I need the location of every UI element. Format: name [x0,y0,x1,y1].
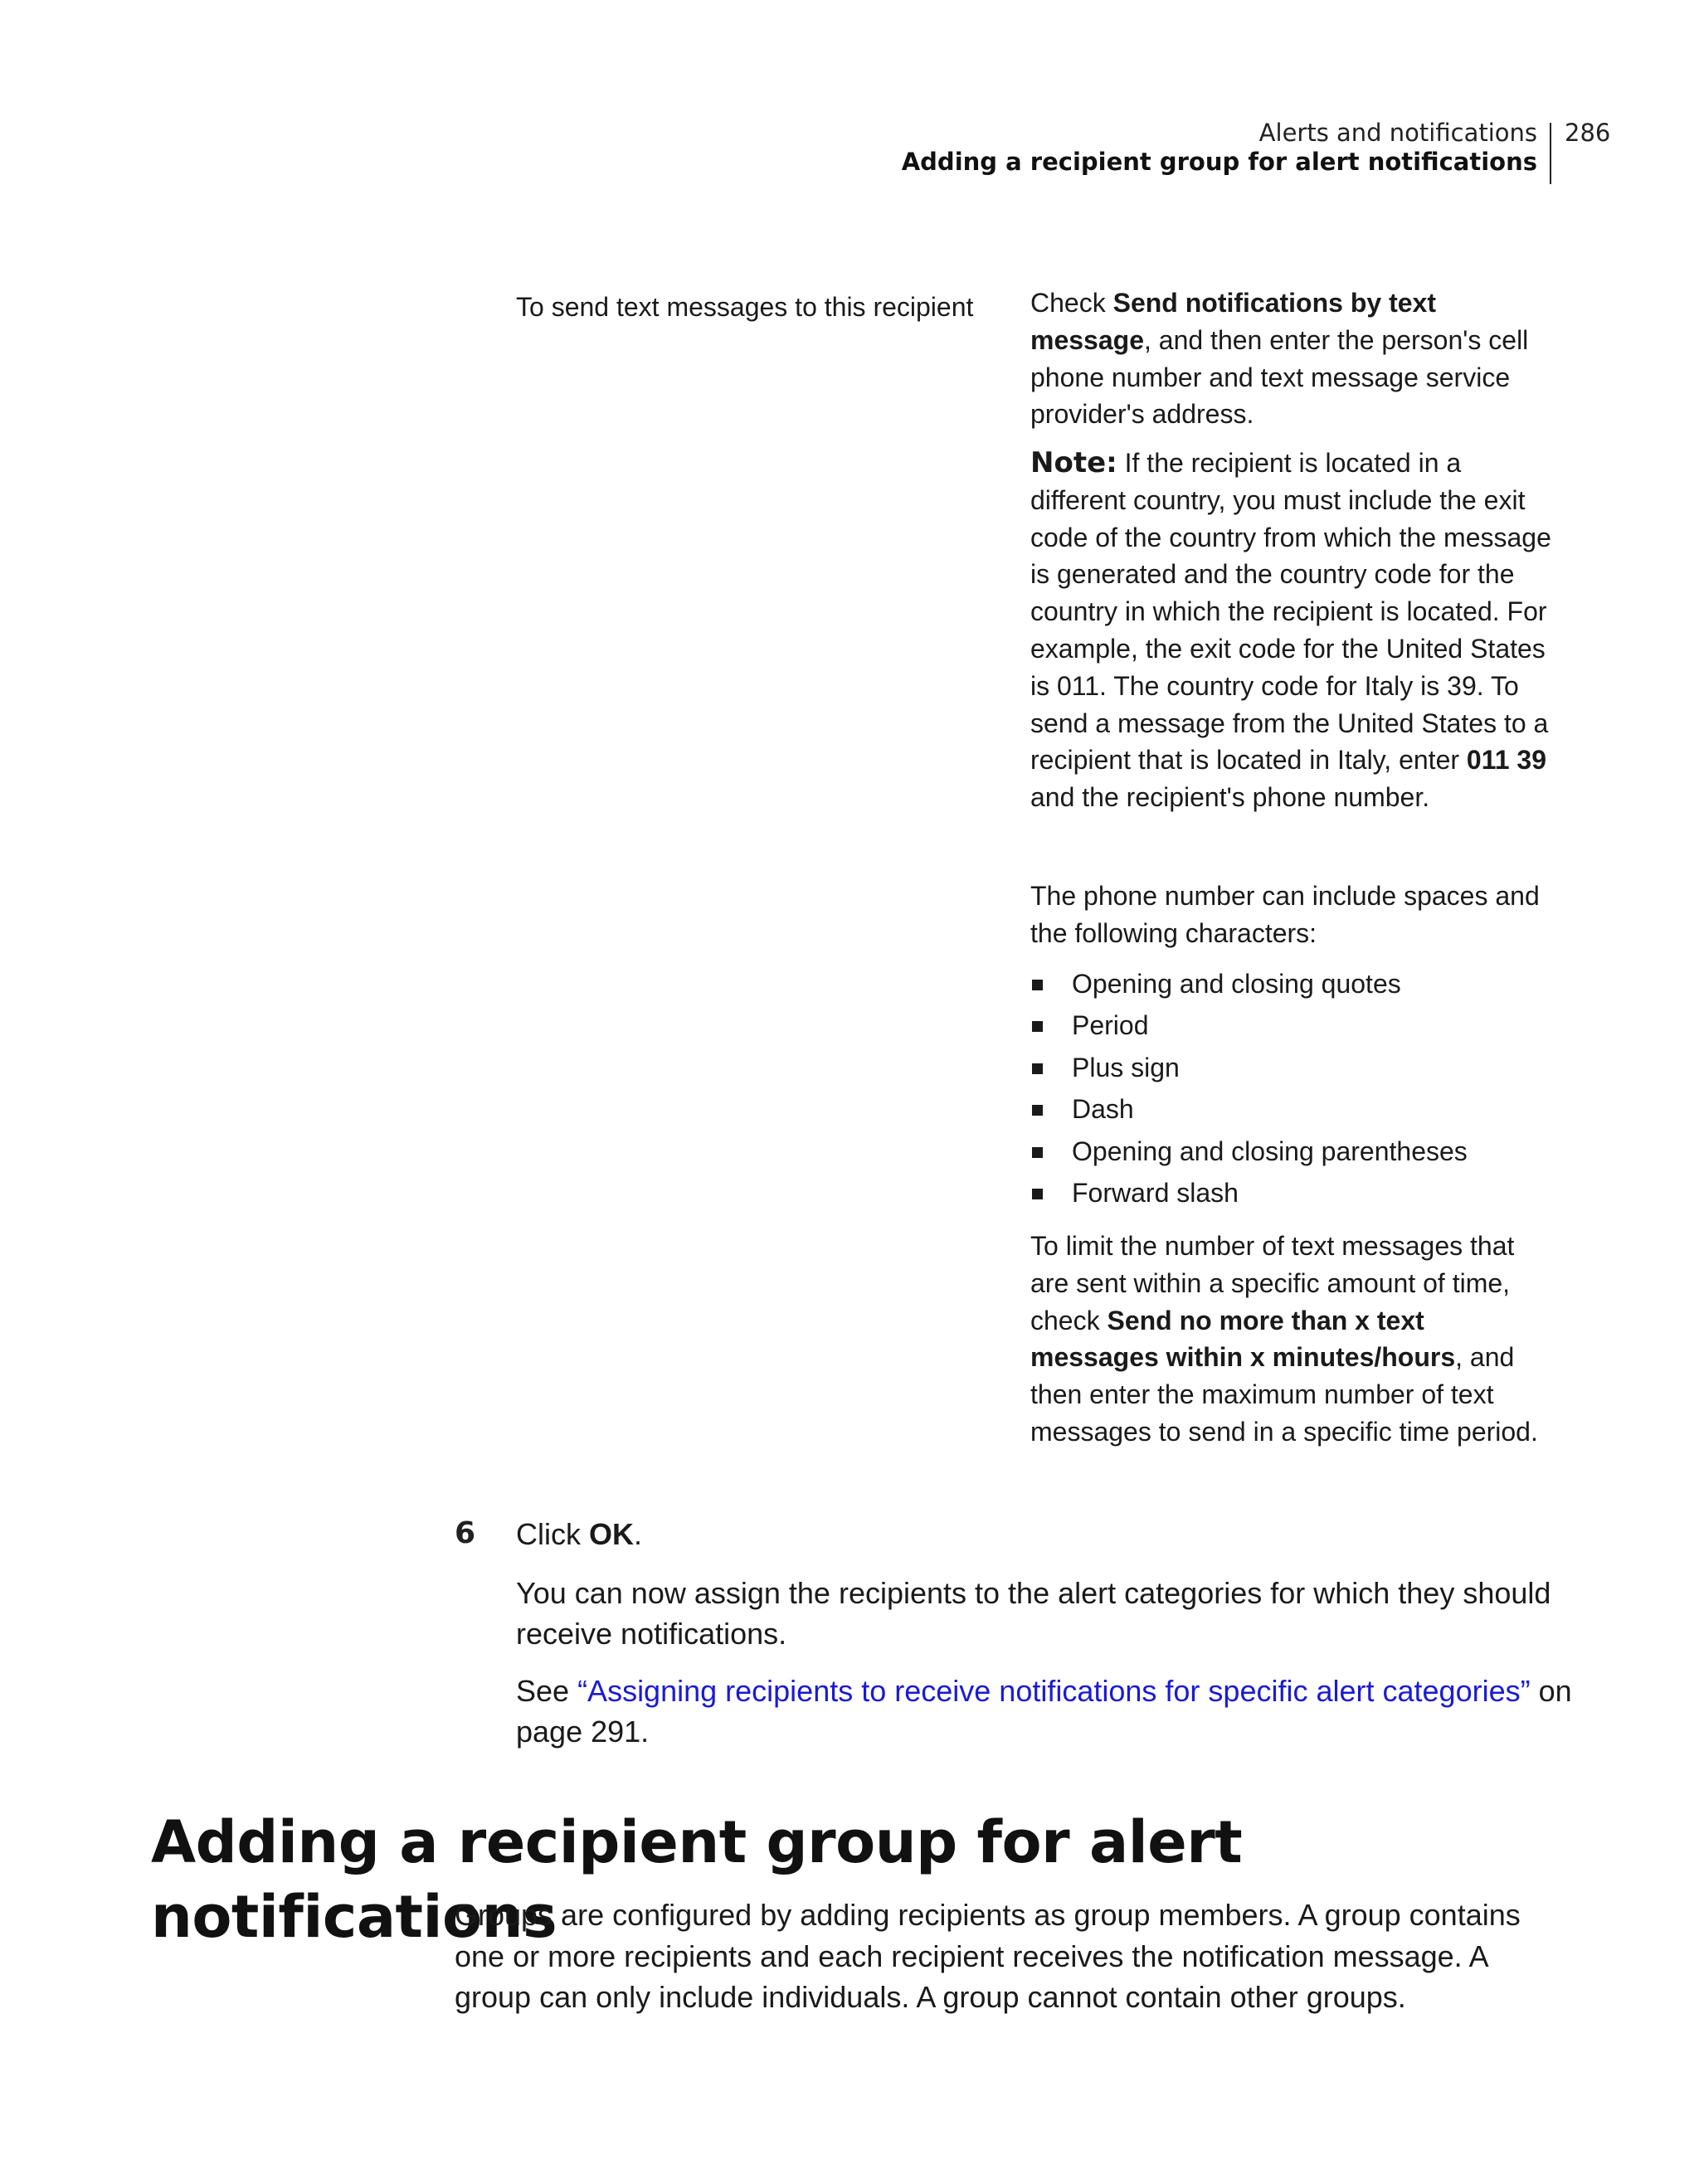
option-name: Send no more than x text messages within x minutes/hours [1030,1305,1456,1373]
list-item [1030,1133,1553,1175]
section-body: Groups are configured by adding recipients as group members. A group contains one or more recipients and each recipient receives the notification message. A group can only include individuals. A group cannot contain other groups. [455,1898,1521,2014]
page-number: 286 [1565,119,1611,147]
note-text: If the recipient is located in a different country, you must include the exit code of the country from which the message is generated and the country code for the country in which the recipient is located. For example, the exit code for the United States is 011. The country code for Italy is 39. To send a message from the United States to a recipient that is located in Italy, enter [1030,448,1551,776]
bullet-square-icon [1032,980,1043,990]
note-paragraph [1030,445,1553,816]
step-text: Click [516,1517,589,1551]
bullet-square-icon [1032,1063,1043,1074]
rate-limit-paragraph [1030,1228,1553,1451]
cross-reference-link[interactable]: “Assigning recipients to receive notifications for specific alert categories” [577,1674,1531,1708]
list-item-text: Plus sign [1072,1052,1180,1082]
list-item [1030,1007,1553,1048]
list-item-text: Forward slash [1072,1177,1239,1208]
step-text: . [634,1517,643,1551]
see-text: See [516,1674,578,1708]
list-item-text: Opening and closing parentheses [1072,1136,1468,1166]
characters-intro: The phone number can include spaces and the following characters: [1030,881,1540,948]
header-section-name: Alerts and notifications [1258,119,1537,147]
list-item [1030,966,1553,1007]
list-item-text: Opening and closing quotes [1072,969,1401,999]
section-heading: Adding a recipient group for alert notifications [151,1808,1243,1951]
instruction-text: , and then enter the person's cell phone number and text message service provider's address. [1030,324,1529,430]
list-item-text: Dash [1072,1094,1134,1125]
bullet-square-icon [1032,1021,1043,1032]
step-number: 6 [455,1516,476,1550]
step-instruction [516,1515,642,1554]
list-item [1030,1049,1553,1091]
example-code: 011 39 [1466,745,1547,776]
cross-reference [516,1671,1578,1752]
list-item [1030,1175,1553,1216]
header-divider [1550,123,1551,184]
note-label: Note: [1030,446,1117,479]
instruction-text: To limit the number of text messages that are sent within a specific amount of time, check [1030,1231,1515,1335]
see-text: on page 291. [516,1674,1572,1749]
step-result: You can now assign the recipients to the alert categories for which they should receive notifications. [516,1576,1551,1651]
instruction-paragraph [1030,285,1553,433]
header-topic-title: Adding a recipient group for alert notifications [901,148,1537,176]
list-item [1030,1091,1553,1132]
bullet-square-icon [1032,1147,1043,1158]
bullet-square-icon [1032,1105,1043,1116]
option-name: Send notifications by text message [1030,288,1436,355]
note-text: and the recipient's phone number. [1030,782,1430,813]
table-row-label: To send text messages to this recipient [516,292,974,322]
bullet-square-icon [1032,1189,1043,1199]
instruction-text: Check [1030,288,1113,318]
instruction-text: , and then enter the maximum number of text messages to send in a specific time period. [1030,1342,1538,1447]
ok-button-name: OK [589,1517,634,1551]
allowed-characters-list [1030,966,1553,1216]
list-item-text: Period [1072,1010,1149,1041]
